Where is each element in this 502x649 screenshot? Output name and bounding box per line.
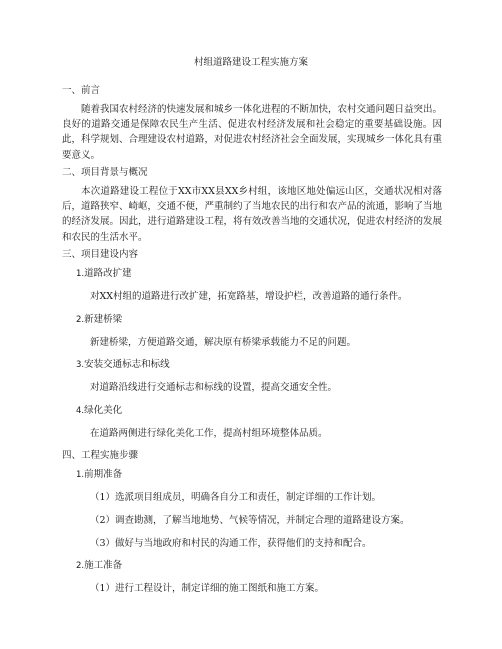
item-text-greening: 在道路两侧进行绿化美化工作，提高村组环境整体品质。 (90, 428, 328, 439)
step-line: （3）做好与当地政府和村民的沟通工作，获得他们的支持和配合。 (90, 538, 372, 549)
item-heading-traffic-signs (76, 358, 170, 372)
item-label: 施工准备 (84, 560, 123, 571)
item-label: 前期准备 (84, 469, 123, 480)
item-label: 安装交通标志和标线 (84, 359, 170, 370)
item-number: 1. (76, 269, 85, 279)
item-text-traffic-signs: 对道路沿线进行交通标志和标线的设置，提高交通安全性。 (90, 382, 338, 393)
section-paragraph-preface: 随着我国农村经济的快速发展和城乡一体化进程的不断加快，农村交通问题日益突出。良好的道路交通是保障农民生产生活、促进农村经济发展和社会稳定的重要基础设施。因此，科学规划、合理建设农村道路，对促进农村经济社会全面发展，实现城乡一体化具有重要意义。 (62, 104, 443, 161)
section-heading-content: 三、项目建设内容 (62, 249, 139, 260)
item-heading-new-bridge (76, 313, 122, 327)
item-label: 新建桥梁 (84, 314, 123, 325)
item-heading-greening (76, 404, 122, 418)
section-heading-background: 二、项目背景与概况 (62, 167, 148, 178)
step-line: （1）进行工程设计，制定详细的施工图纸和施工方案。 (90, 583, 325, 594)
section-paragraph-background: 本次道路建设工程位于XX市XX县XX乡村组，该地区地处偏远山区，交通状况相对落后，道路狭窄、崎岖，交通不便，严重制约了当地农民的出行和农产品的流通，影响了当地的经济发展。因此，进行道路建设工程，将有效改善当地的交通状况，促进农村经济的发展和农民的生活水平。 (62, 186, 443, 243)
item-number: 4. (76, 406, 85, 416)
item-heading-preparation (76, 468, 122, 482)
item-number: 2. (76, 315, 85, 325)
item-label: 道路改扩建 (84, 268, 132, 279)
section-heading-steps: 四、工程实施步骤 (62, 450, 139, 461)
item-number: 3. (76, 360, 85, 370)
item-label: 绿化美化 (84, 405, 123, 416)
item-heading-construction-prep (76, 559, 122, 573)
item-text-new-bridge: 新建桥梁，方便道路交通，解决原有桥梁承载能力不足的问题。 (90, 337, 357, 348)
step-line: （2）调查勘测，了解当地地势、气候等情况，并制定合理的道路建设方案。 (90, 515, 410, 526)
item-number: 2. (76, 561, 85, 571)
step-line: （1）选派项目组成员，明确各自分工和责任，制定详细的工作计划。 (90, 492, 382, 503)
item-number: 1. (76, 470, 85, 480)
item-heading-road-expansion (76, 267, 132, 281)
item-text-road-expansion: 对XX村组的道路进行改扩建，拓宽路基，增设护栏，改善道路的通行条件。 (90, 291, 408, 302)
document-title: 村组道路建设工程实施方案 (193, 57, 308, 68)
section-heading-preface: 一、前言 (62, 85, 101, 96)
